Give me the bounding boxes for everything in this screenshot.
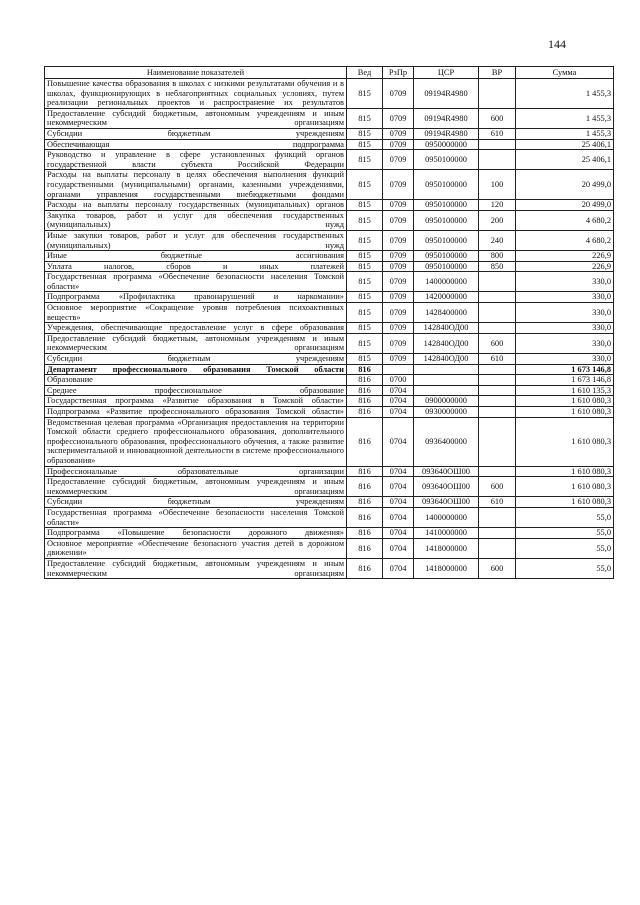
cell-name: Подпрограмма «Повышение безопасности дорожного движения» [45, 528, 347, 539]
cell-csr: 0950100000 [414, 230, 479, 250]
cell-csr: 1420000000 [414, 292, 479, 303]
cell-csr: 0950100000 [414, 170, 479, 200]
cell-sum: 1 610 080,3 [516, 407, 614, 418]
header-name: Наименование показателей [45, 67, 347, 79]
cell-vr [479, 272, 516, 292]
cell-name: Субсидии бюджетным учреждениям [45, 354, 347, 365]
cell-ved: 816 [347, 385, 383, 396]
cell-name: Предоставление субсидий бюджетным, автономным учреждениям и иным некоммерческим организациям [45, 108, 347, 128]
cell-vr: 120 [479, 200, 516, 211]
cell-ved: 816 [347, 375, 383, 386]
table-header-row [45, 67, 614, 79]
cell-vr: 610 [479, 128, 516, 139]
cell-name: Основное мероприятие «Обеспечение безопасного участия детей в дорожном движении» [45, 538, 347, 558]
cell-name: Расходы на выплаты персоналу в целях обеспечения выполнения функций государственными (муниципальными) органами, казенными учреждениями, органами управления государственными внебюджетными фондами [45, 170, 347, 200]
cell-csr: 1400000000 [414, 507, 479, 527]
cell-rzpr: 0709 [383, 251, 414, 262]
cell-name: Иные закупки товаров, работ и услуг для обеспечения государственных (муниципальных) нужд [45, 230, 347, 250]
cell-sum: 55,0 [516, 538, 614, 558]
cell-ved: 815 [347, 170, 383, 200]
cell-ved: 816 [347, 528, 383, 539]
cell-ved: 816 [347, 417, 383, 466]
cell-csr: 0950100000 [414, 150, 479, 170]
cell-rzpr: 0709 [383, 323, 414, 334]
cell-sum: 55,0 [516, 528, 614, 539]
cell-rzpr: 0704 [383, 385, 414, 396]
cell-name: Уплата налогов, сборов и иных платежей [45, 261, 347, 272]
cell-name: Обеспечивающая подпрограмма [45, 139, 347, 150]
cell-csr: 142840ОД00 [414, 333, 479, 353]
table-row [45, 375, 614, 386]
cell-csr: 142840ОД00 [414, 354, 479, 365]
cell-ved: 815 [347, 108, 383, 128]
cell-sum: 330,0 [516, 292, 614, 303]
cell-ved: 815 [347, 292, 383, 303]
cell-ved: 816 [347, 538, 383, 558]
cell-rzpr: 0709 [383, 272, 414, 292]
cell-rzpr: 0704 [383, 466, 414, 477]
cell-ved: 816 [347, 507, 383, 527]
cell-sum: 1 455,3 [516, 79, 614, 109]
cell-name: Предоставление субсидий бюджетным, автономным учреждениям и иным некоммерческим организациям [45, 558, 347, 578]
table-row [45, 128, 614, 139]
cell-vr [479, 79, 516, 109]
cell-sum: 1 610 080,3 [516, 417, 614, 466]
header-sum: Сумма [516, 67, 614, 79]
cell-vr [479, 364, 516, 375]
cell-vr [479, 323, 516, 334]
cell-ved: 816 [347, 497, 383, 508]
header-csr: ЦСР [414, 67, 479, 79]
cell-vr: 600 [479, 333, 516, 353]
header-ved: Вед [347, 67, 383, 79]
cell-csr: 0950100000 [414, 251, 479, 262]
cell-ved: 815 [347, 323, 383, 334]
cell-rzpr: 0704 [383, 528, 414, 539]
cell-vr: 600 [479, 108, 516, 128]
cell-ved: 815 [347, 272, 383, 292]
cell-vr [479, 139, 516, 150]
table-row [45, 108, 614, 128]
cell-vr [479, 407, 516, 418]
cell-sum: 25 406,1 [516, 150, 614, 170]
cell-name: Расходы на выплаты персоналу государственных (муниципальных) органов [45, 200, 347, 211]
table-row [45, 385, 614, 396]
table-row [45, 230, 614, 250]
table-row [45, 251, 614, 262]
cell-sum: 1 673 146,8 [516, 375, 614, 386]
cell-name: Среднее профессиональное образование [45, 385, 347, 396]
cell-rzpr: 0704 [383, 417, 414, 466]
cell-vr [479, 303, 516, 323]
cell-ved: 815 [347, 354, 383, 365]
cell-sum: 226,9 [516, 261, 614, 272]
cell-rzpr: 0709 [383, 200, 414, 211]
cell-name: Подпрограмма «Развитие профессионального образования Томской области» [45, 407, 347, 418]
table-row [45, 558, 614, 578]
cell-ved: 816 [347, 364, 383, 375]
cell-name: Иные бюджетные ассигнования [45, 251, 347, 262]
cell-rzpr: 0709 [383, 108, 414, 128]
cell-name: Руководство и управление в сфере установленных функций органов государственной власти субъекта Российской Федерации [45, 150, 347, 170]
cell-rzpr: 0704 [383, 507, 414, 527]
table-row [45, 497, 614, 508]
cell-name: Государственная программа «Обеспечение безопасности населения Томской области» [45, 507, 347, 527]
cell-csr: 09194R4980 [414, 79, 479, 109]
header-vr: ВР [479, 67, 516, 79]
cell-ved: 815 [347, 200, 383, 211]
cell-rzpr: 0709 [383, 354, 414, 365]
cell-rzpr: 0704 [383, 538, 414, 558]
cell-name: Закупка товаров, работ и услуг для обеспечения государственных (муниципальных) нужд [45, 210, 347, 230]
cell-name: Предоставление субсидий бюджетным, автономным учреждениям и иным некоммерческим организациям [45, 333, 347, 353]
table-row [45, 303, 614, 323]
cell-name: Субсидии бюджетным учреждениям [45, 497, 347, 508]
cell-rzpr: 0709 [383, 230, 414, 250]
cell-rzpr: 0709 [383, 170, 414, 200]
cell-vr: 800 [479, 251, 516, 262]
cell-name: Субсидии бюджетным учреждениям [45, 128, 347, 139]
cell-sum: 4 680,2 [516, 230, 614, 250]
header-rzpr: РзПр [383, 67, 414, 79]
cell-rzpr: 0704 [383, 558, 414, 578]
table-row [45, 261, 614, 272]
cell-csr: 1410000000 [414, 528, 479, 539]
cell-rzpr: 0709 [383, 292, 414, 303]
cell-sum: 226,9 [516, 251, 614, 262]
cell-vr: 240 [479, 230, 516, 250]
cell-vr: 100 [479, 170, 516, 200]
cell-rzpr: 0709 [383, 150, 414, 170]
cell-rzpr: 0709 [383, 261, 414, 272]
cell-rzpr: 0709 [383, 128, 414, 139]
table-row [45, 477, 614, 497]
cell-sum: 1 610 080,3 [516, 497, 614, 508]
table-row [45, 210, 614, 230]
cell-sum: 1 610 080,3 [516, 466, 614, 477]
cell-name: Государственная программа «Обеспечение безопасности населения Томской области» [45, 272, 347, 292]
cell-csr: 1428400000 [414, 303, 479, 323]
cell-vr [479, 396, 516, 407]
cell-sum: 330,0 [516, 303, 614, 323]
cell-rzpr [383, 364, 414, 375]
cell-ved: 815 [347, 333, 383, 353]
cell-sum: 55,0 [516, 507, 614, 527]
cell-sum: 330,0 [516, 272, 614, 292]
cell-sum: 1 673 146,8 [516, 364, 614, 375]
cell-csr: 1400000000 [414, 272, 479, 292]
cell-csr: 1418000000 [414, 558, 479, 578]
cell-vr: 850 [479, 261, 516, 272]
table-row [45, 396, 614, 407]
cell-ved: 816 [347, 558, 383, 578]
cell-rzpr: 0704 [383, 497, 414, 508]
cell-name: Государственная программа «Развитие образования в Томской области» [45, 396, 347, 407]
cell-csr [414, 385, 479, 396]
cell-csr: 09194R4980 [414, 108, 479, 128]
cell-rzpr: 0709 [383, 210, 414, 230]
cell-vr: 600 [479, 477, 516, 497]
cell-name: Департамент профессионального образования Томской области [45, 364, 347, 375]
table-row [45, 139, 614, 150]
cell-csr: 0936400000 [414, 417, 479, 466]
table-row [45, 150, 614, 170]
cell-vr [479, 466, 516, 477]
table-row [45, 507, 614, 527]
cell-sum: 330,0 [516, 354, 614, 365]
cell-csr: 1418000000 [414, 538, 479, 558]
cell-ved: 816 [347, 396, 383, 407]
cell-rzpr: 0709 [383, 303, 414, 323]
cell-csr: 0930000000 [414, 407, 479, 418]
cell-sum: 330,0 [516, 333, 614, 353]
page-number: 144 [548, 37, 566, 51]
table-row [45, 323, 614, 334]
cell-name: Образование [45, 375, 347, 386]
cell-vr [479, 528, 516, 539]
cell-csr: 0950100000 [414, 200, 479, 211]
table-row [45, 364, 614, 375]
table-row [45, 200, 614, 211]
cell-rzpr: 0709 [383, 333, 414, 353]
table-row [45, 528, 614, 539]
cell-vr [479, 385, 516, 396]
cell-vr: 200 [479, 210, 516, 230]
cell-ved: 816 [347, 477, 383, 497]
cell-sum: 1 610 080,3 [516, 396, 614, 407]
cell-csr: 142840ОД00 [414, 323, 479, 334]
table-row [45, 170, 614, 200]
cell-name: Учреждения, обеспечивающие предоставление услуг в сфере образования [45, 323, 347, 334]
cell-sum: 25 406,1 [516, 139, 614, 150]
cell-ved: 816 [347, 466, 383, 477]
table-row [45, 272, 614, 292]
cell-vr [479, 292, 516, 303]
cell-sum: 330,0 [516, 323, 614, 334]
cell-csr: 093640ОШ00 [414, 477, 479, 497]
table-row [45, 333, 614, 353]
cell-ved: 815 [347, 230, 383, 250]
cell-name: Ведомственная целевая программа «Организация предоставления на территории Томской области среднего профессионального образования, дополнительного профессионального образования, профессионального обучения, а также развитие экспериментальной и инновационной деятельности в системе профессионального образования» [45, 417, 347, 466]
cell-name: Основное мероприятие «Сокращение уровня потребления психоактивных веществ» [45, 303, 347, 323]
cell-vr [479, 507, 516, 527]
cell-ved: 815 [347, 79, 383, 109]
cell-ved: 815 [347, 261, 383, 272]
cell-name: Повышение качества образования в школах с низкими результатами обучения и в школах, функционирующих в неблагоприятных социальных условиях, путем реализации региональных проектов и распространение их результатов [45, 79, 347, 109]
table-row [45, 407, 614, 418]
cell-csr: 0950100000 [414, 261, 479, 272]
cell-sum: 1 610 135,3 [516, 385, 614, 396]
cell-csr: 0950100000 [414, 210, 479, 230]
table-row [45, 354, 614, 365]
cell-name: Подпрограмма «Профилактика правонарушений и наркомании» [45, 292, 347, 303]
cell-ved: 815 [347, 210, 383, 230]
cell-vr [479, 150, 516, 170]
cell-ved: 815 [347, 303, 383, 323]
cell-ved: 815 [347, 251, 383, 262]
table-row [45, 79, 614, 109]
table-row [45, 538, 614, 558]
cell-sum: 20 499,0 [516, 170, 614, 200]
cell-csr: 09194R4980 [414, 128, 479, 139]
cell-vr [479, 375, 516, 386]
cell-csr: 0950000000 [414, 139, 479, 150]
cell-name: Предоставление субсидий бюджетным, автономным учреждениям и иным некоммерческим организациям [45, 477, 347, 497]
cell-csr: 093640ОШ00 [414, 466, 479, 477]
cell-vr: 600 [479, 558, 516, 578]
cell-sum: 1 455,3 [516, 128, 614, 139]
cell-vr: 610 [479, 497, 516, 508]
cell-rzpr: 0700 [383, 375, 414, 386]
cell-rzpr: 0709 [383, 139, 414, 150]
cell-rzpr: 0704 [383, 407, 414, 418]
table-row [45, 466, 614, 477]
table-row [45, 292, 614, 303]
cell-rzpr: 0704 [383, 477, 414, 497]
cell-csr: 093640ОШ00 [414, 497, 479, 508]
cell-ved: 815 [347, 150, 383, 170]
cell-ved: 816 [347, 407, 383, 418]
cell-rzpr: 0704 [383, 396, 414, 407]
cell-csr: 0900000000 [414, 396, 479, 407]
cell-sum: 4 680,2 [516, 210, 614, 230]
cell-sum: 55,0 [516, 558, 614, 578]
cell-sum: 20 499,0 [516, 200, 614, 211]
cell-ved: 815 [347, 139, 383, 150]
cell-sum: 1 610 080,3 [516, 477, 614, 497]
cell-vr: 610 [479, 354, 516, 365]
cell-ved: 815 [347, 128, 383, 139]
cell-csr [414, 375, 479, 386]
cell-csr [414, 364, 479, 375]
cell-vr [479, 538, 516, 558]
cell-rzpr: 0709 [383, 79, 414, 109]
cell-name: Профессиональные образовательные организации [45, 466, 347, 477]
table-row [45, 417, 614, 466]
budget-table [44, 66, 614, 579]
cell-vr [479, 417, 516, 466]
cell-sum: 1 455,3 [516, 108, 614, 128]
